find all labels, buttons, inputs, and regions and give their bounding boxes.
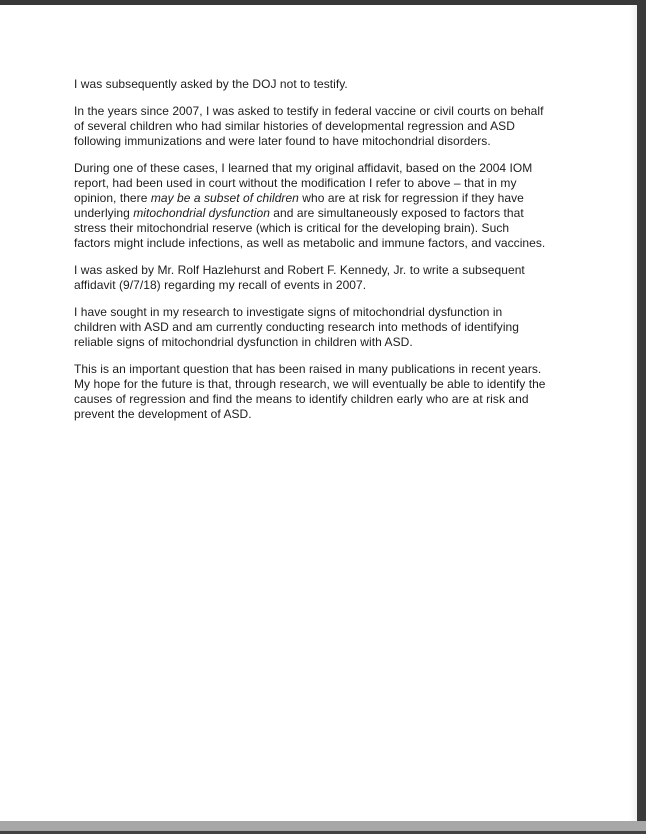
text-line — [74, 221, 590, 236]
text-segment: underlying — [74, 206, 134, 220]
text-segment: I was subsequently asked by the DOJ not to testify. — [74, 77, 348, 91]
text-line — [74, 104, 590, 119]
text-segment: This is an important question that has been raised in many publications in recent years. — [74, 362, 542, 376]
text-segment: causes of regression and find the means to identify children early who are at risk and — [74, 392, 529, 406]
document-body — [74, 77, 590, 434]
text-segment: reliable signs of mitochondrial dysfunction in children with ASD. — [74, 335, 413, 349]
text-line — [74, 236, 590, 251]
text-segment: My hope for the future is that, through research, we will eventually be able to identify the — [74, 377, 546, 391]
text-line — [74, 176, 590, 191]
text-segment: of several children who had similar histories of developmental regression and ASD — [74, 119, 515, 133]
text-line — [74, 335, 590, 350]
text-segment: opinion, there — [74, 191, 151, 205]
text-line — [74, 77, 590, 92]
text-segment: report, had been used in court without the modification I refer to above – that in my — [74, 176, 517, 190]
text-segment: In the years since 2007, I was asked to testify in federal vaccine or civil courts on behalf — [74, 104, 544, 118]
text-segment: children with ASD and am currently conducting research into methods of identifying — [74, 320, 519, 334]
text-line — [74, 377, 590, 392]
text-line — [74, 263, 590, 278]
text-line — [74, 119, 590, 134]
text-segment: stress their mitochondrial reserve (which is critical for the developing brain). Such — [74, 221, 510, 235]
text-line — [74, 320, 590, 335]
text-line — [74, 134, 590, 149]
page-right-edge — [637, 0, 646, 821]
paragraph — [74, 362, 590, 422]
text-segment: prevent the development of ASD. — [74, 407, 252, 421]
text-line — [74, 362, 590, 377]
paragraph — [74, 305, 590, 350]
italic-text-segment: mitochondrial dysfunction — [133, 206, 270, 220]
text-line — [74, 305, 590, 320]
text-segment: During one of these cases, I learned that my original affidavit, based on the 2004 IOM — [74, 161, 533, 175]
text-line — [74, 407, 590, 422]
italic-text-segment: may be a subset of children — [150, 191, 299, 205]
text-segment: I was asked by Mr. Rolf Hazlehurst and Robert F. Kennedy, Jr. to write a subsequent — [74, 263, 525, 277]
paragraph — [74, 77, 590, 92]
paragraph — [74, 104, 590, 149]
page-bottom-track — [0, 821, 646, 831]
text-line — [74, 392, 590, 407]
text-segment: I have sought in my research to investigate signs of mitochondrial dysfunction in — [74, 305, 503, 319]
text-segment: and are simultaneously exposed to factors that — [269, 206, 524, 220]
text-line — [74, 191, 590, 206]
page-top-edge — [0, 0, 646, 5]
text-segment: who are at risk for regression if they have — [298, 191, 524, 205]
page-right-edge-shade — [629, 0, 637, 821]
text-line — [74, 206, 590, 221]
text-segment: factors might include infections, as well as metabolic and immune factors, and vaccines. — [74, 236, 546, 250]
paragraph — [74, 263, 590, 293]
text-line — [74, 278, 590, 293]
text-segment: following immunizations and were later found to have mitochondrial disorders. — [74, 134, 491, 148]
paragraph — [74, 161, 590, 251]
text-segment: affidavit (9/7/18) regarding my recall of events in 2007. — [74, 278, 367, 292]
text-line — [74, 161, 590, 176]
